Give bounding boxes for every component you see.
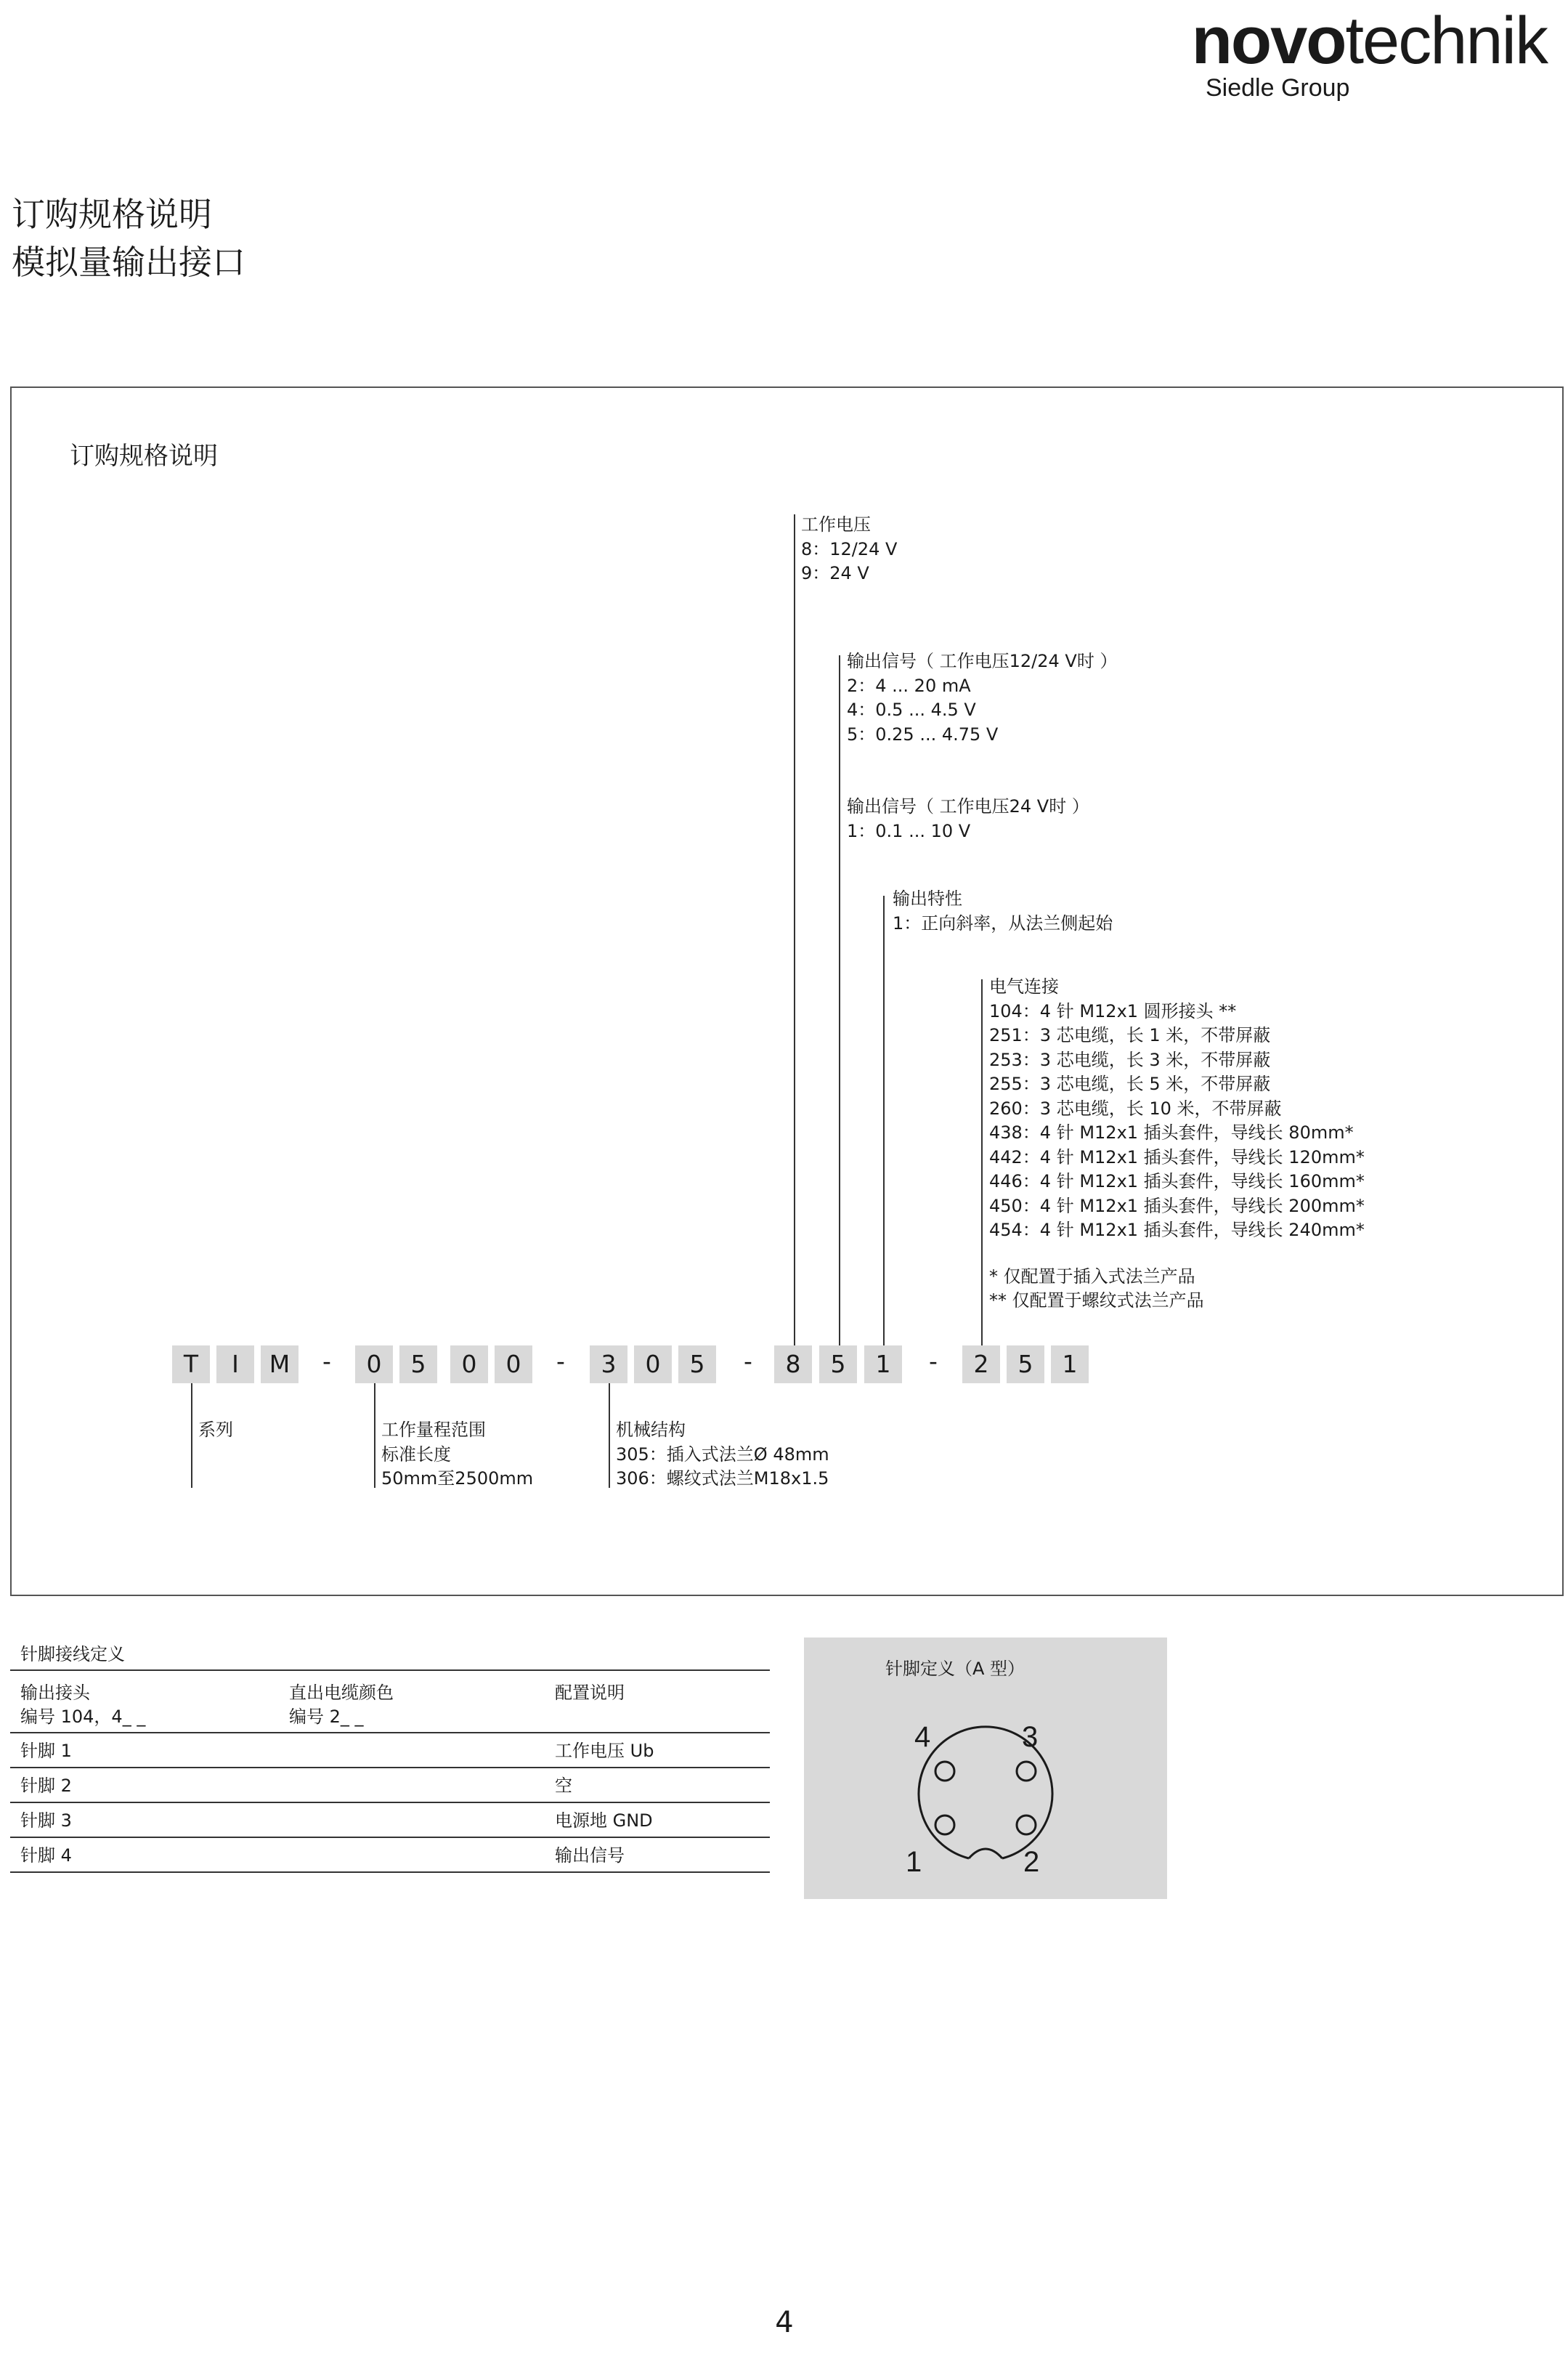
table-rule [10, 1871, 770, 1873]
signal-option: 4：0.5 ... 4.5 V [847, 700, 976, 720]
electrical-note: ** 仅配置于螺纹式法兰产品 [989, 1290, 1204, 1311]
logo-subtitle: Siedle Group [1206, 74, 1350, 102]
pin-hole-1 [935, 1815, 954, 1834]
connector-line-signal [839, 655, 840, 1345]
ordering-spec-title: 订购规格说明 [70, 442, 218, 471]
pin-cell: 针脚 2 [20, 1776, 72, 1796]
voltage-group [801, 513, 897, 586]
voltage-heading: 工作电压 [801, 514, 871, 535]
page-title-line2: 模拟量输出接口 [12, 243, 245, 282]
code-cell: 8 [774, 1345, 812, 1383]
pin-cell: 针脚 4 [20, 1845, 72, 1866]
pin-cell: 针脚 1 [20, 1741, 72, 1761]
characteristic-group [893, 887, 1113, 936]
connector-key-notch [969, 1849, 1002, 1858]
page-number: 4 [775, 2306, 794, 2339]
connector-line-electrical [981, 979, 983, 1345]
series-group [198, 1418, 233, 1443]
range-heading: 工作量程范围 [381, 1420, 486, 1440]
code-separator: - [322, 1347, 331, 1375]
code-cell: 5 [399, 1345, 437, 1383]
table-rule [10, 1669, 770, 1671]
series-label: 系列 [198, 1420, 233, 1440]
brand-logo [1191, 4, 1547, 105]
header-description: 配置说明 [555, 1683, 625, 1703]
characteristic-option: 1：正向斜率，从法兰侧起始 [893, 912, 1113, 934]
code-cell: 5 [819, 1345, 857, 1383]
electrical-note: * 仅配置于插入式法兰产品 [989, 1266, 1195, 1287]
connector-line-voltage [794, 514, 795, 1345]
signal-1224-group [847, 649, 1117, 747]
connector-line-range [374, 1383, 375, 1488]
pin-hole-2 [1017, 1815, 1036, 1834]
voltage-option: 8：12/24 V [801, 538, 898, 559]
voltage-option: 9：24 V [801, 563, 869, 583]
signal-24-group [847, 795, 1089, 843]
code-cell: 0 [355, 1345, 393, 1383]
electrical-heading: 电气连接 [989, 976, 1059, 997]
range-option: 50mm至2500mm [381, 1468, 534, 1489]
pin-hole-4 [935, 1762, 954, 1781]
signal-24-heading: 输出信号（ 工作电压24 V时 ） [847, 796, 1089, 817]
range-group [381, 1418, 533, 1491]
electrical-option: 438：4 针 M12x1 插头套件，导线长 80mm* [989, 1122, 1354, 1143]
electrical-option: 446：4 针 M12x1 插头套件，导线长 160mm* [989, 1171, 1365, 1191]
header-connector: 输出接头 [20, 1683, 90, 1703]
table-rule [10, 1767, 770, 1768]
mechanical-heading: 机械结构 [616, 1420, 686, 1440]
electrical-option: 251：3 芯电缆，长 1 米，不带屏蔽 [989, 1025, 1271, 1045]
pin-number-2: 2 [1023, 1846, 1040, 1878]
electrical-option: 104：4 针 M12x1 圆形接头 ** [989, 1000, 1237, 1021]
desc-cell: 输出信号 [555, 1845, 625, 1866]
mechanical-option: 306：螺纹式法兰M18x1.5 [616, 1468, 829, 1489]
pin-definition-title: 针脚定义（A 型） [885, 1659, 1025, 1679]
code-separator: - [556, 1347, 565, 1375]
code-cell: 1 [864, 1345, 902, 1383]
pin-definition-box [804, 1638, 1167, 1899]
table-rule [10, 1802, 770, 1803]
table-rule [10, 1732, 770, 1733]
electrical-option: 454：4 针 M12x1 插头套件，导线长 240mm* [989, 1220, 1365, 1240]
page-title [12, 190, 245, 286]
code-cell: I [216, 1345, 254, 1383]
pin-number-3: 3 [1022, 1721, 1039, 1753]
signal-1224-heading: 输出信号（ 工作电压12/24 V时 ） [847, 651, 1118, 671]
code-separator: - [929, 1347, 938, 1375]
electrical-option: 260：3 芯电缆，长 10 米，不带屏蔽 [989, 1098, 1282, 1119]
signal-option: 2：4 ... 20 mA [847, 675, 971, 696]
code-separator: - [744, 1347, 752, 1375]
electrical-option: 442：4 针 M12x1 插头套件，导线长 120mm* [989, 1146, 1365, 1167]
electrical-option: 255：3 芯电缆，长 5 米，不带屏蔽 [989, 1074, 1271, 1094]
code-cell: 0 [450, 1345, 488, 1383]
code-cell: 0 [495, 1345, 532, 1383]
electrical-group [989, 975, 1365, 1313]
characteristic-heading: 输出特性 [893, 888, 962, 909]
code-cell: 5 [678, 1345, 716, 1383]
code-cell: M [261, 1345, 298, 1383]
mechanical-group [616, 1418, 829, 1491]
code-cell: 1 [1051, 1345, 1089, 1383]
connector-line-characteristic [883, 896, 885, 1345]
desc-cell: 电源地 GND [555, 1810, 653, 1831]
connector-line-series [191, 1383, 192, 1488]
table-rule [10, 1837, 770, 1838]
page-title-line1: 订购规格说明 [12, 195, 212, 234]
header-cable-color: 直出电缆颜色 [289, 1683, 394, 1703]
desc-cell: 工作电压 Ub [555, 1741, 654, 1761]
signal-option: 1：0.1 ... 10 V [847, 820, 971, 841]
pin-hole-3 [1017, 1762, 1036, 1781]
electrical-option: 253：3 芯电缆，长 3 米，不带屏蔽 [989, 1049, 1271, 1070]
code-cell: 5 [1007, 1345, 1044, 1383]
signal-option: 5：0.25 ... 4.75 V [847, 724, 999, 745]
logo-wordmark: novotechnik [1191, 4, 1547, 78]
pin-cell: 针脚 3 [20, 1810, 72, 1831]
pin-number-1: 1 [906, 1846, 922, 1878]
header-connector-code: 编号 104，4_ _ [20, 1707, 146, 1727]
pin-number-4: 4 [914, 1721, 931, 1753]
code-cell: T [172, 1345, 210, 1383]
electrical-option: 450：4 针 M12x1 插头套件，导线长 200mm* [989, 1195, 1365, 1216]
connector-line-mechanical [609, 1383, 610, 1488]
desc-cell: 空 [555, 1776, 572, 1796]
range-option: 标准长度 [381, 1444, 451, 1465]
code-cell: 2 [962, 1345, 1000, 1383]
m12-connector-diagram [804, 1638, 1167, 1899]
mechanical-option: 305：插入式法兰Ø 48mm [616, 1444, 829, 1465]
code-cell: 0 [634, 1345, 672, 1383]
header-cable-code: 编号 2_ _ [289, 1707, 364, 1727]
pin-table-title: 针脚接线定义 [20, 1644, 125, 1664]
code-cell: 3 [590, 1345, 627, 1383]
